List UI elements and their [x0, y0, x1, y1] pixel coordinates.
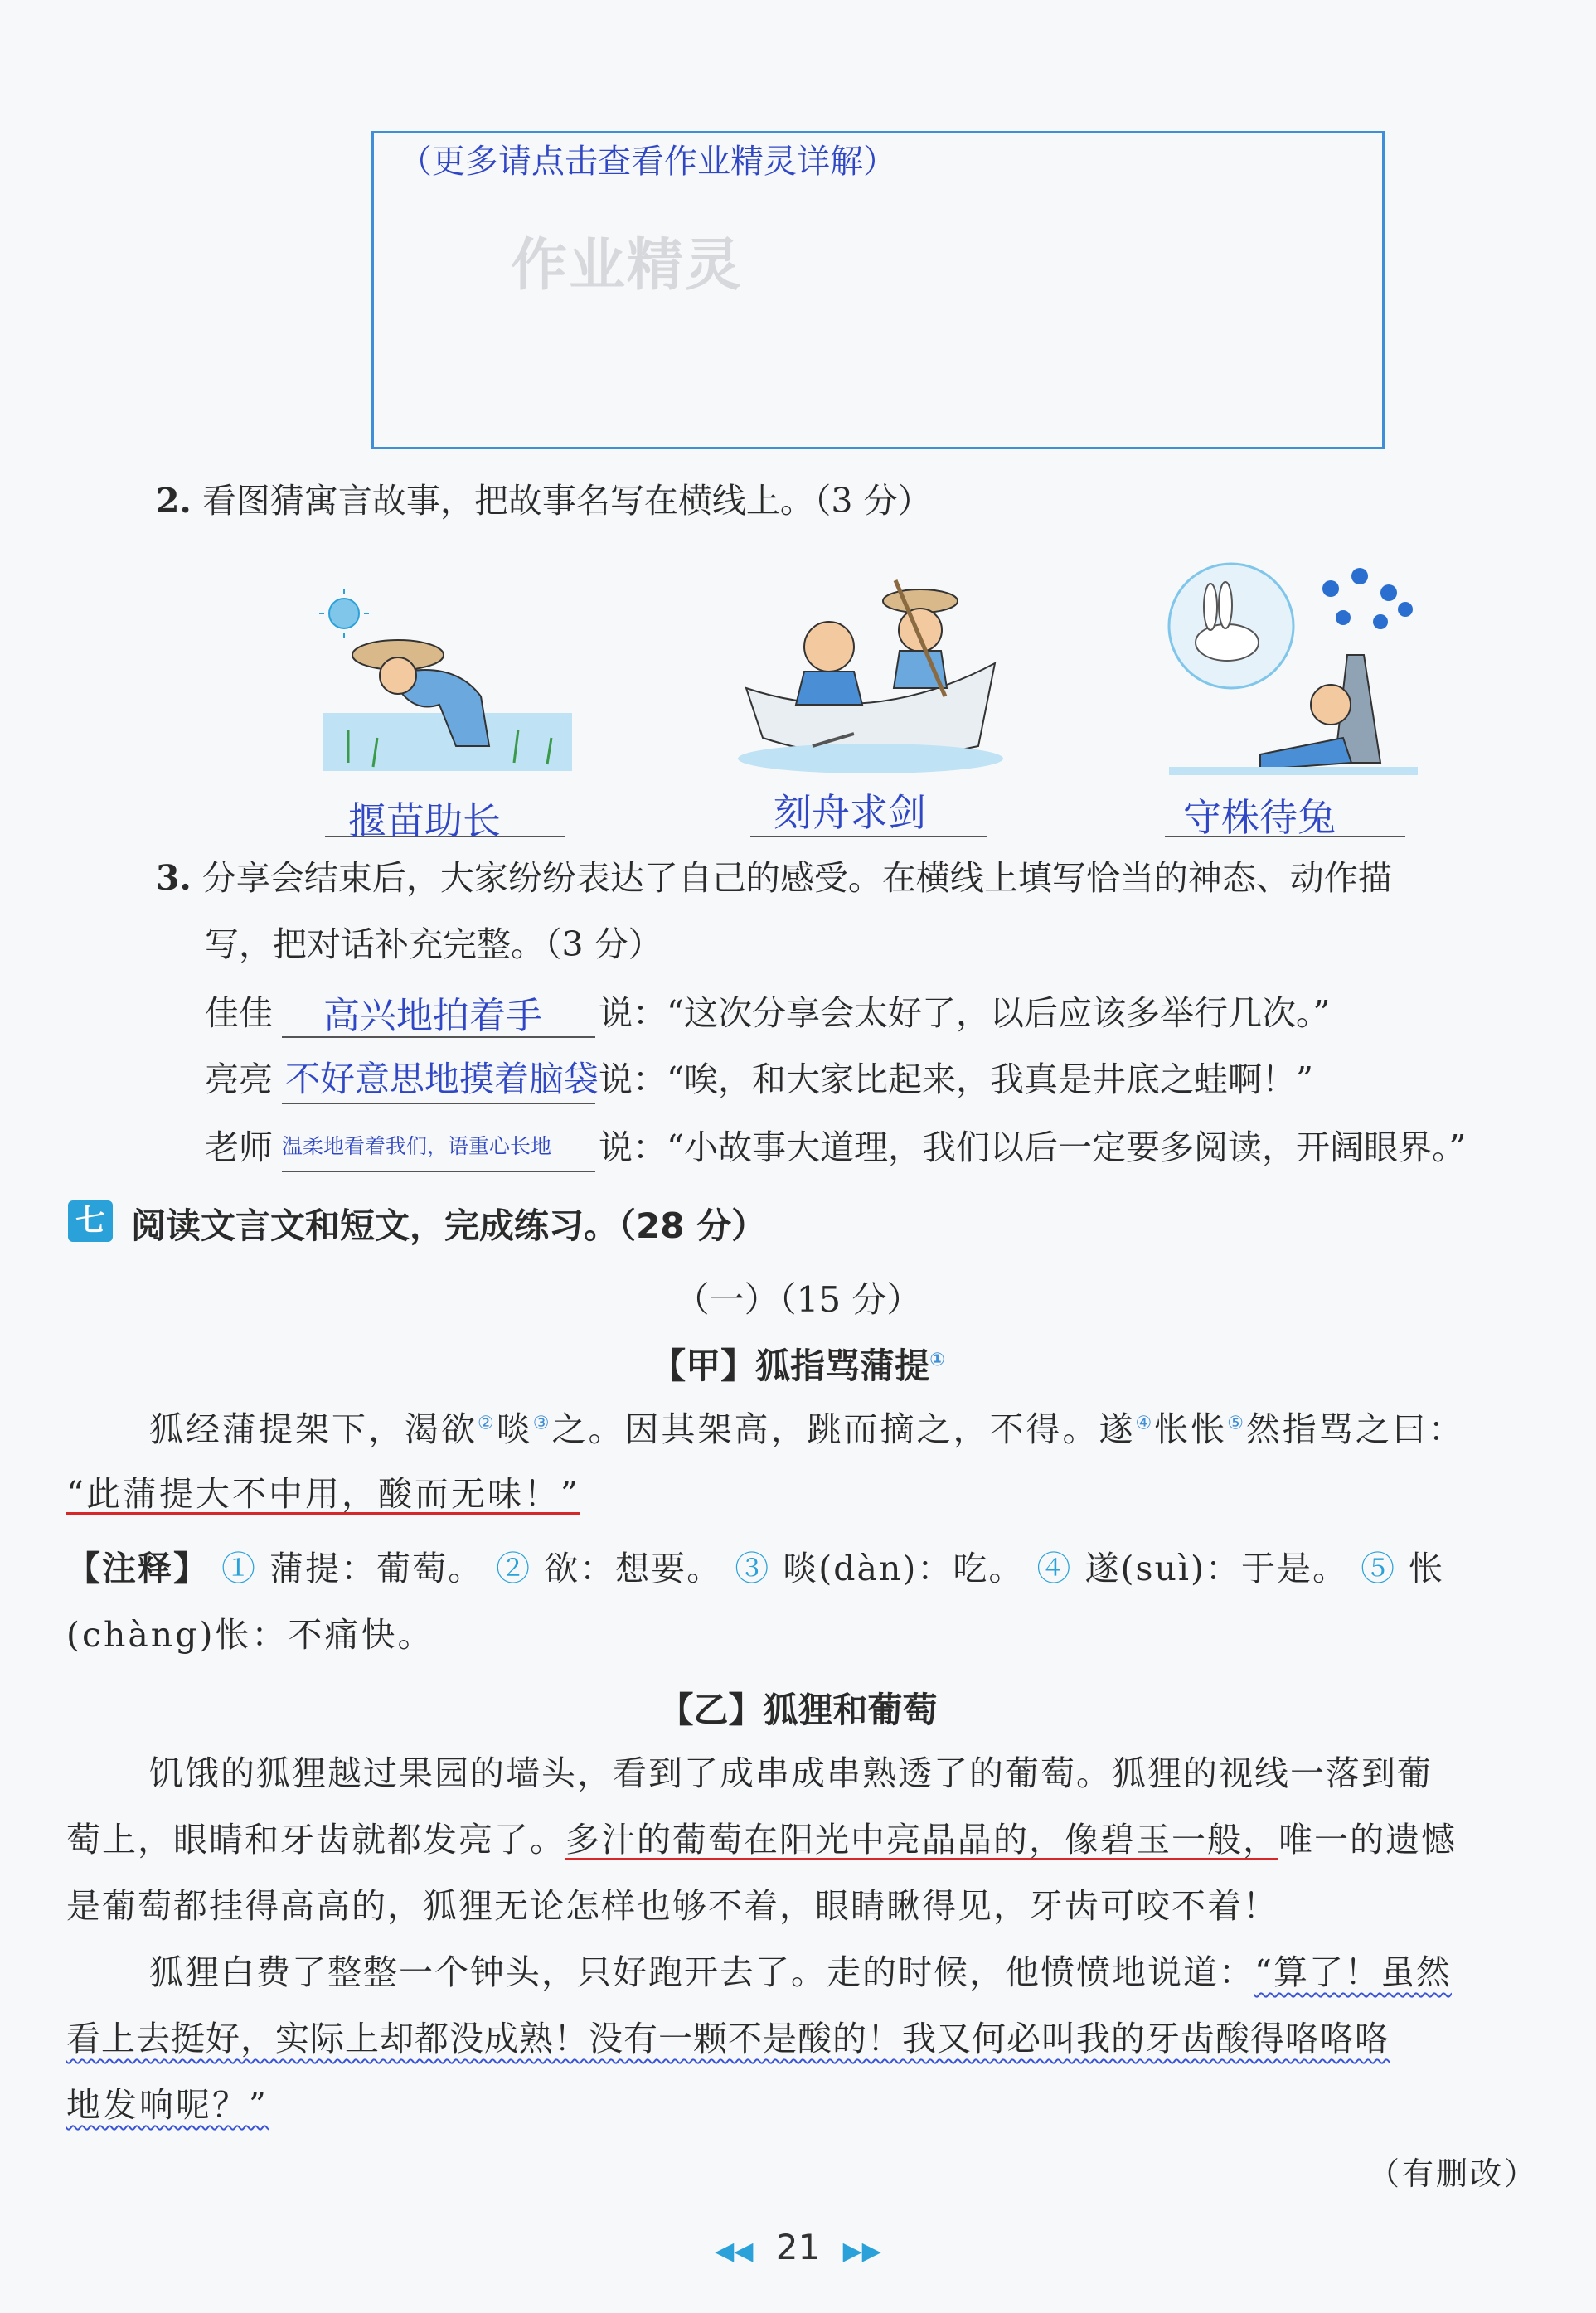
title-text: 【甲】狐指骂蒲提: [651, 1346, 930, 1386]
speaker-label: 老师: [205, 1127, 273, 1167]
question-3-line2: 写，把对话补充完整。（3 分）: [205, 924, 662, 964]
speaker-label: 亮亮: [205, 1060, 273, 1099]
text-segment: 之。因其架高，跳而摘之，不得。遂: [551, 1409, 1136, 1449]
answer-text: 不好意思地摸着脑袋: [285, 1059, 599, 1099]
part-title: （一）（15 分）: [674, 1279, 922, 1320]
answer-text: 高兴地拍着手: [323, 995, 542, 1037]
underlined-sentence: 多汁的葡萄在阳光中亮晶晶的，像碧玉一般，: [565, 1820, 1278, 1860]
passage-yi-p1-line1: 饥饿的狐狸越过果园的墙头，看到了成串成串熟透了的葡萄。狐狸的视线一落到葡: [149, 1753, 1433, 1793]
question-number: 2.: [156, 481, 192, 521]
illustration-farmer-seedlings: [315, 580, 580, 779]
wavy-underlined-text: 看上去挺好，实际上却都没成熟！没有一颗不是酸的！我又何必叫我的牙齿酸得咯咯咯: [66, 2019, 1390, 2058]
text-segment: 狐经蒲提架下，渴欲: [149, 1409, 478, 1449]
text-segment: 怅怅: [1154, 1409, 1228, 1449]
illustration-tree-rabbit: [1152, 555, 1434, 779]
dialogue-answer-3[interactable]: [282, 1125, 595, 1172]
dialogue-answer-2[interactable]: [282, 1057, 599, 1104]
note-text: 欲：想要。: [544, 1549, 723, 1588]
watermark: 作业精灵: [511, 233, 744, 298]
page-footer: [0, 2227, 1596, 2267]
next-page-icon[interactable]: ▶▶: [842, 2237, 881, 2266]
passage-yi-p2-line1: [149, 1952, 1452, 1993]
notes-line1: [66, 1549, 1444, 1589]
answer-text: 温柔地看着我们，语重心长地: [282, 1134, 552, 1158]
answer-text: 揠苗助长: [348, 798, 501, 843]
text-segment: 狐狸白费了整整一个钟头，只好跑开去了。走的时候，他愤愤地说道：: [149, 1952, 1254, 1992]
question-3: [156, 858, 1392, 899]
passage-yi-p2-line3: [66, 2085, 269, 2126]
passage-yi-p1-line2: [66, 1820, 1457, 1860]
question-text-line1: 分享会结束后，大家纷纷表达了自己的感受。在横线上填写恰当的神态、动作描: [201, 858, 1392, 898]
box-link-text[interactable]: （更多请点击查看作业精灵详解）: [399, 143, 896, 181]
dialogue-quote: 说：“唉，和大家比起来，我真是井底之蛙啊！”: [599, 1060, 1313, 1099]
dialogue-answer-1[interactable]: [282, 991, 595, 1038]
text-segment: 啖: [496, 1409, 533, 1449]
answer-line-2[interactable]: [750, 790, 987, 837]
question-text: 看图猜寓言故事，把故事名写在横线上。（3 分）: [201, 481, 932, 521]
section-badge: 七: [68, 1200, 113, 1242]
question-2: [156, 481, 931, 521]
notes-label: 【注释】: [66, 1549, 209, 1588]
wavy-underlined-text: “算了！虽然: [1254, 1952, 1452, 1992]
answer-line-1[interactable]: [325, 794, 565, 843]
passage-jia-line1: [149, 1409, 1465, 1450]
text-segment: 唯一的遗憾: [1278, 1820, 1457, 1860]
illustration-boat-sword: [730, 564, 1011, 779]
footnote-marker: ①: [929, 1350, 945, 1370]
footnote-marker: ③: [532, 1413, 552, 1434]
note-number: ④: [1036, 1549, 1073, 1588]
note-number: ③: [735, 1549, 771, 1588]
footnote-marker: ④: [1135, 1413, 1155, 1434]
passage-jia-title: [0, 1339, 1596, 1389]
page-number: 21: [775, 2227, 821, 2267]
note-number: ⑤: [1361, 1549, 1397, 1588]
section-title: 阅读文言文和短文，完成练习。（28 分）: [131, 1205, 767, 1246]
source-note: （有删改）: [1368, 2155, 1539, 2192]
passage-yi-p1-line3: 是葡萄都挂得高高的，狐狸无论怎样也够不着，眼睛瞅得见，牙齿可咬不着！: [66, 1886, 1278, 1926]
note-text: 遂(suì)：于是。: [1084, 1549, 1349, 1588]
passage-jia-line2: [66, 1474, 580, 1515]
passage-yi-p2-line2: [66, 2019, 1390, 2059]
answer-text: 守株待兔: [1183, 795, 1336, 840]
note-number: ①: [221, 1549, 258, 1588]
underlined-sentence: “此蒲提大不中用，酸而无味！”: [66, 1474, 580, 1514]
wavy-underlined-text: 地发响呢？”: [66, 2085, 269, 2125]
text-segment: 然指骂之曰：: [1245, 1409, 1465, 1449]
text-segment: 萄上，眼睛和牙齿就都发亮了。: [66, 1820, 565, 1860]
answer-box[interactable]: [371, 131, 1385, 449]
note-number: ②: [496, 1549, 532, 1588]
answer-line-3[interactable]: [1165, 794, 1405, 840]
passage-yi-title: 【乙】狐狸和葡萄: [658, 1690, 938, 1730]
footnote-marker: ⑤: [1227, 1413, 1246, 1434]
dialogue-quote: 说：“这次分享会太好了，以后应该多举行几次。”: [599, 993, 1331, 1033]
note-text: 怅: [1409, 1549, 1445, 1588]
prev-page-icon[interactable]: ◀◀: [715, 2237, 754, 2266]
note-text: 蒲提：葡萄。: [269, 1549, 484, 1588]
speaker-label: 佳佳: [205, 993, 273, 1033]
dialogue-quote: 说：“小故事大道理，我们以后一定要多阅读，开阔眼界。”: [599, 1127, 1467, 1167]
footnote-marker: ②: [478, 1413, 497, 1434]
notes-line2: (chàng)怅：不痛快。: [66, 1615, 434, 1655]
question-number: 3.: [156, 858, 192, 898]
answer-text: 刻舟求剑: [774, 790, 926, 835]
note-text: 啖(dàn)：吃。: [783, 1549, 1025, 1588]
